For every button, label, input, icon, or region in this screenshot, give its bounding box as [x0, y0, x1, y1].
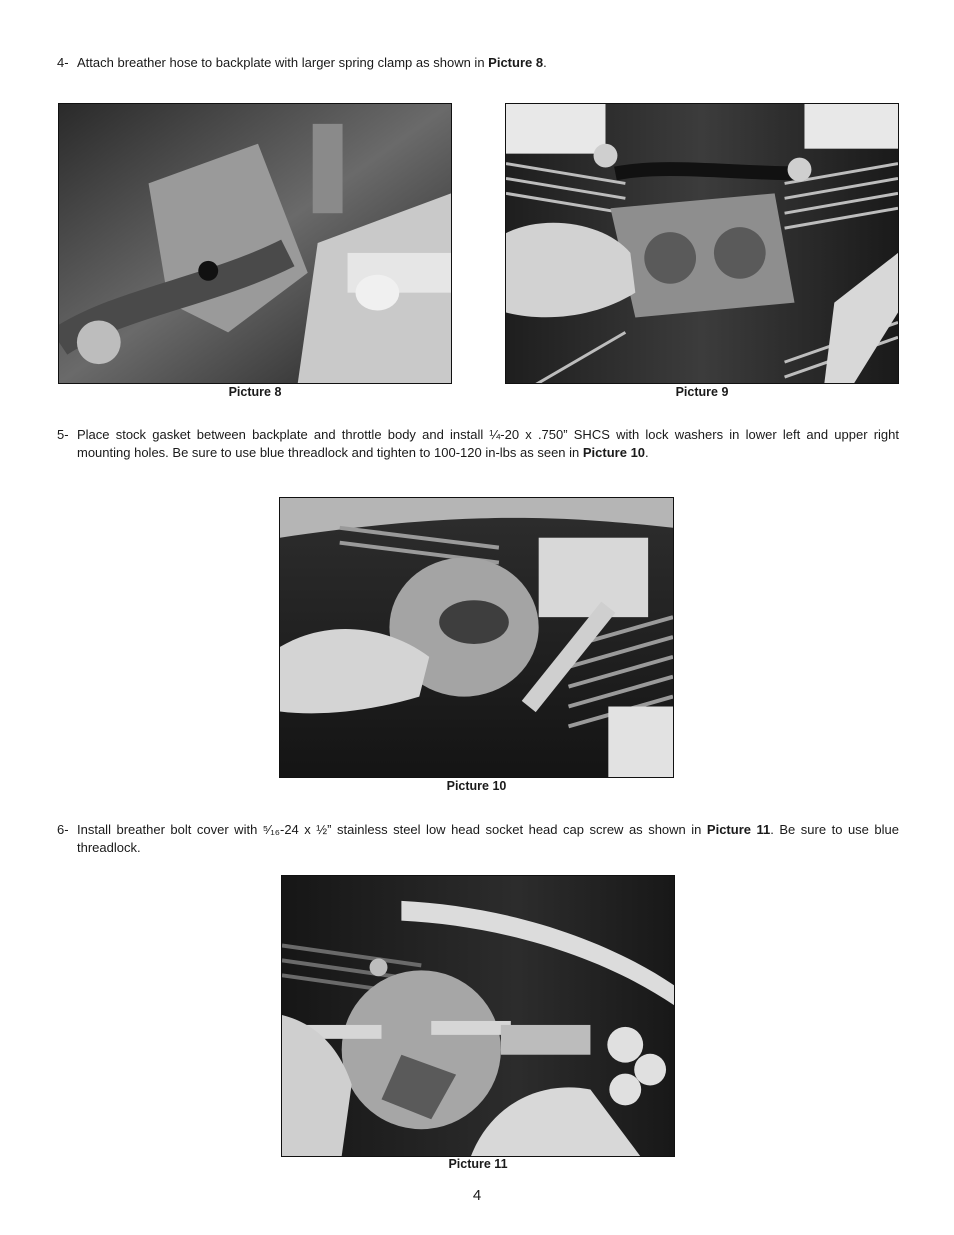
- picture-9-photo: [505, 103, 899, 384]
- picture-10-photo: [279, 497, 674, 778]
- picture-reference: Picture 11: [706, 822, 771, 837]
- step-number: 6-: [57, 822, 69, 837]
- step-number: 4-: [57, 55, 69, 70]
- step-number: 5-: [57, 427, 69, 442]
- page-number: 4: [472, 1187, 482, 1204]
- picture-9-caption: Picture 9: [675, 385, 729, 399]
- step-text: Attach breather hose to backplate with larger spring clamp as shown in Picture 8.: [77, 55, 547, 70]
- picture-reference: Picture 8: [488, 55, 544, 70]
- picture-8-caption: Picture 8: [228, 385, 282, 399]
- picture-reference: Picture 10: [582, 445, 646, 460]
- step-text: Place stock gasket between backplate and throttle body and install ¼-20 x .750” SHCS with lock washers in lower left and upper right mounting holes. Be sure to use blue threadlock and tighten to 100-120 in-lbs as seen in Picture 10.: [77, 427, 899, 460]
- step-text: Install breather bolt cover with ⁵⁄₁₆-24 x ½” stainless steel low head socket head cap screw as shown in Picture 11. Be sure to use blue threadlock.: [77, 822, 899, 855]
- picture-11-caption: Picture 11: [448, 1157, 508, 1171]
- picture-10-caption: Picture 10: [446, 779, 507, 793]
- picture-11-photo: [281, 875, 675, 1157]
- picture-8-photo: [58, 103, 452, 384]
